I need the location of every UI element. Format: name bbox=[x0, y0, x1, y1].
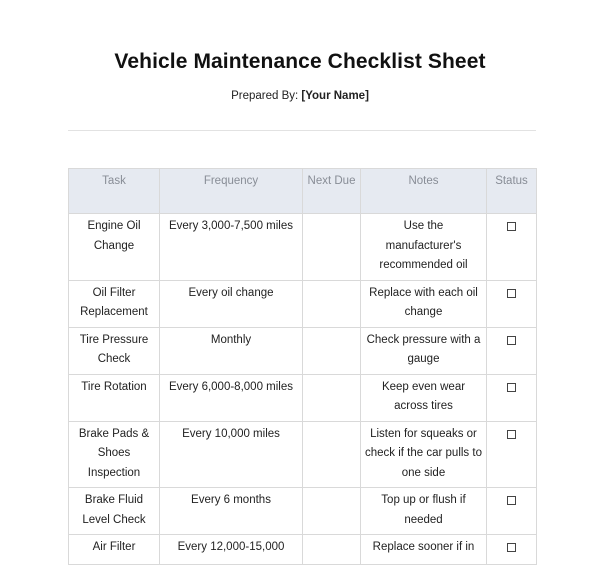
notes-cell: Check pressure with a gauge bbox=[361, 327, 487, 374]
task-cell: Air Filter bbox=[69, 535, 160, 565]
table-row bbox=[69, 327, 537, 374]
status-checkbox[interactable] bbox=[507, 336, 516, 345]
frequency-cell: Every 6 months bbox=[160, 488, 303, 535]
header-task: Task bbox=[69, 169, 160, 214]
next-due-cell bbox=[303, 488, 361, 535]
notes-cell: Use the manufacturer's recommended oil bbox=[361, 214, 487, 281]
task-cell: Tire Rotation bbox=[69, 374, 160, 421]
status-checkbox[interactable] bbox=[507, 383, 516, 392]
status-checkbox[interactable] bbox=[507, 289, 516, 298]
task-cell: Engine Oil Change bbox=[69, 214, 160, 281]
status-checkbox[interactable] bbox=[507, 496, 516, 505]
header-next-due: Next Due bbox=[303, 169, 361, 214]
page-title: Vehicle Maintenance Checklist Sheet bbox=[114, 50, 486, 73]
task-cell: Oil Filter Replacement bbox=[69, 280, 160, 327]
status-checkbox[interactable] bbox=[507, 430, 516, 439]
notes-cell: Top up or flush if needed bbox=[361, 488, 487, 535]
task-cell: Tire Pressure Check bbox=[69, 327, 160, 374]
header-frequency: Frequency bbox=[160, 169, 303, 214]
next-due-cell bbox=[303, 214, 361, 281]
task-cell: Brake Fluid Level Check bbox=[69, 488, 160, 535]
table-row bbox=[69, 214, 537, 281]
next-due-cell bbox=[303, 421, 361, 488]
prepared-by-value: [Your Name] bbox=[301, 90, 369, 102]
notes-cell: Listen for squeaks or check if the car pulls to one side bbox=[361, 421, 487, 488]
table-row bbox=[69, 535, 537, 565]
next-due-cell bbox=[303, 535, 361, 565]
frequency-cell: Every oil change bbox=[160, 280, 303, 327]
table-row bbox=[69, 488, 537, 535]
next-due-cell bbox=[303, 374, 361, 421]
status-cell bbox=[487, 280, 537, 327]
status-checkbox[interactable] bbox=[507, 222, 516, 231]
notes-cell: Keep even wear across tires bbox=[361, 374, 487, 421]
frequency-cell: Every 3,000-7,500 miles bbox=[160, 214, 303, 281]
status-checkbox[interactable] bbox=[507, 543, 516, 552]
maintenance-table bbox=[68, 168, 537, 565]
status-cell bbox=[487, 535, 537, 565]
status-cell bbox=[487, 327, 537, 374]
header-notes: Notes bbox=[361, 169, 487, 214]
status-cell bbox=[487, 488, 537, 535]
status-cell bbox=[487, 214, 537, 281]
prepared-by-label: Prepared By: bbox=[231, 90, 299, 102]
notes-cell: Replace with each oil change bbox=[361, 280, 487, 327]
status-cell bbox=[487, 421, 537, 488]
frequency-cell: Every 6,000-8,000 miles bbox=[160, 374, 303, 421]
table-row bbox=[69, 374, 537, 421]
frequency-cell: Monthly bbox=[160, 327, 303, 374]
next-due-cell bbox=[303, 280, 361, 327]
prepared-by-line bbox=[0, 90, 600, 102]
header-status: Status bbox=[487, 169, 537, 214]
task-cell: Brake Pads & Shoes Inspection bbox=[69, 421, 160, 488]
table-row bbox=[69, 280, 537, 327]
frequency-cell: Every 10,000 miles bbox=[160, 421, 303, 488]
divider bbox=[68, 130, 536, 131]
next-due-cell bbox=[303, 327, 361, 374]
table-row bbox=[69, 421, 537, 488]
table-header-row bbox=[69, 169, 537, 214]
notes-cell: Replace sooner if in bbox=[361, 535, 487, 565]
frequency-cell: Every 12,000-15,000 bbox=[160, 535, 303, 565]
status-cell bbox=[487, 374, 537, 421]
